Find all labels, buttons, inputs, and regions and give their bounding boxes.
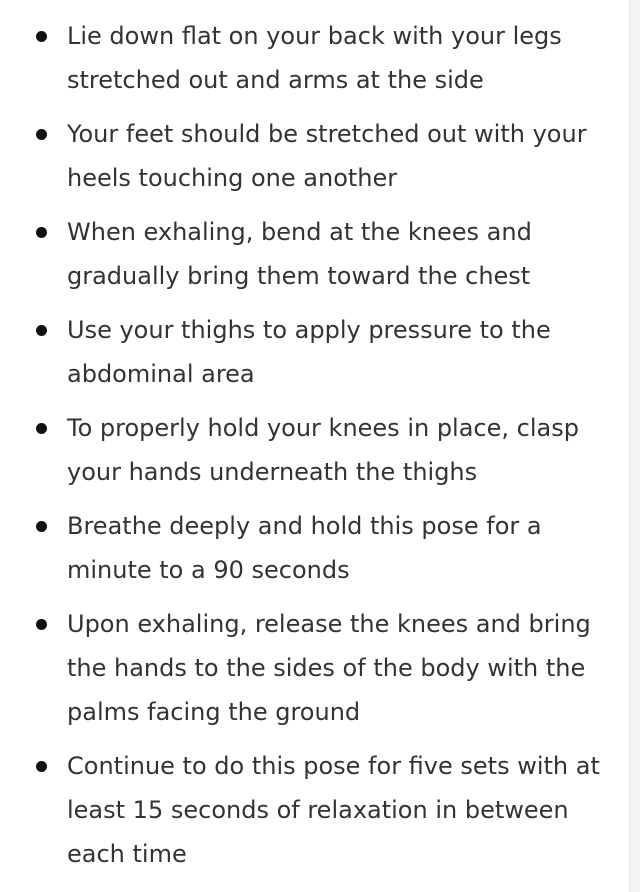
list-item-text: Upon exhaling, release the knees and bring the hands to the sides of the body with the palms facing the ground	[67, 610, 591, 726]
list-item-text: Use your thighs to apply pressure to the abdominal area	[67, 316, 551, 388]
bullet-icon	[36, 227, 47, 238]
list-item-text: Your feet should be stretched out with your heels touching one another	[67, 120, 587, 192]
list-item	[0, 308, 600, 396]
list-item-text: Continue to do this pose for five sets with at least 15 seconds of relaxation in between each time	[67, 752, 600, 868]
list-item-text: To properly hold your knees in place, clasp your hands underneath the thighs	[67, 414, 579, 486]
list-item	[0, 744, 600, 876]
list-item	[0, 14, 600, 102]
list-item	[0, 210, 600, 298]
scrollbar-track[interactable]	[629, 0, 640, 892]
bullet-icon	[36, 325, 47, 336]
list-item-text: Lie down flat on your back with your legs stretched out and arms at the side	[67, 22, 562, 94]
list-item	[0, 406, 600, 494]
bullet-icon	[36, 619, 47, 630]
bullet-icon	[36, 521, 47, 532]
bullet-icon	[36, 129, 47, 140]
list-item	[0, 504, 600, 592]
list-item-text: Breathe deeply and hold this pose for a minute to a 90 seconds	[67, 512, 542, 584]
bullet-icon	[36, 761, 47, 772]
list-item	[0, 112, 600, 200]
list-item-text: When exhaling, bend at the knees and gradually bring them toward the chest	[67, 218, 532, 290]
list-item	[0, 602, 600, 734]
bullet-icon	[36, 423, 47, 434]
instruction-list	[0, 14, 600, 886]
bullet-icon	[36, 31, 47, 42]
